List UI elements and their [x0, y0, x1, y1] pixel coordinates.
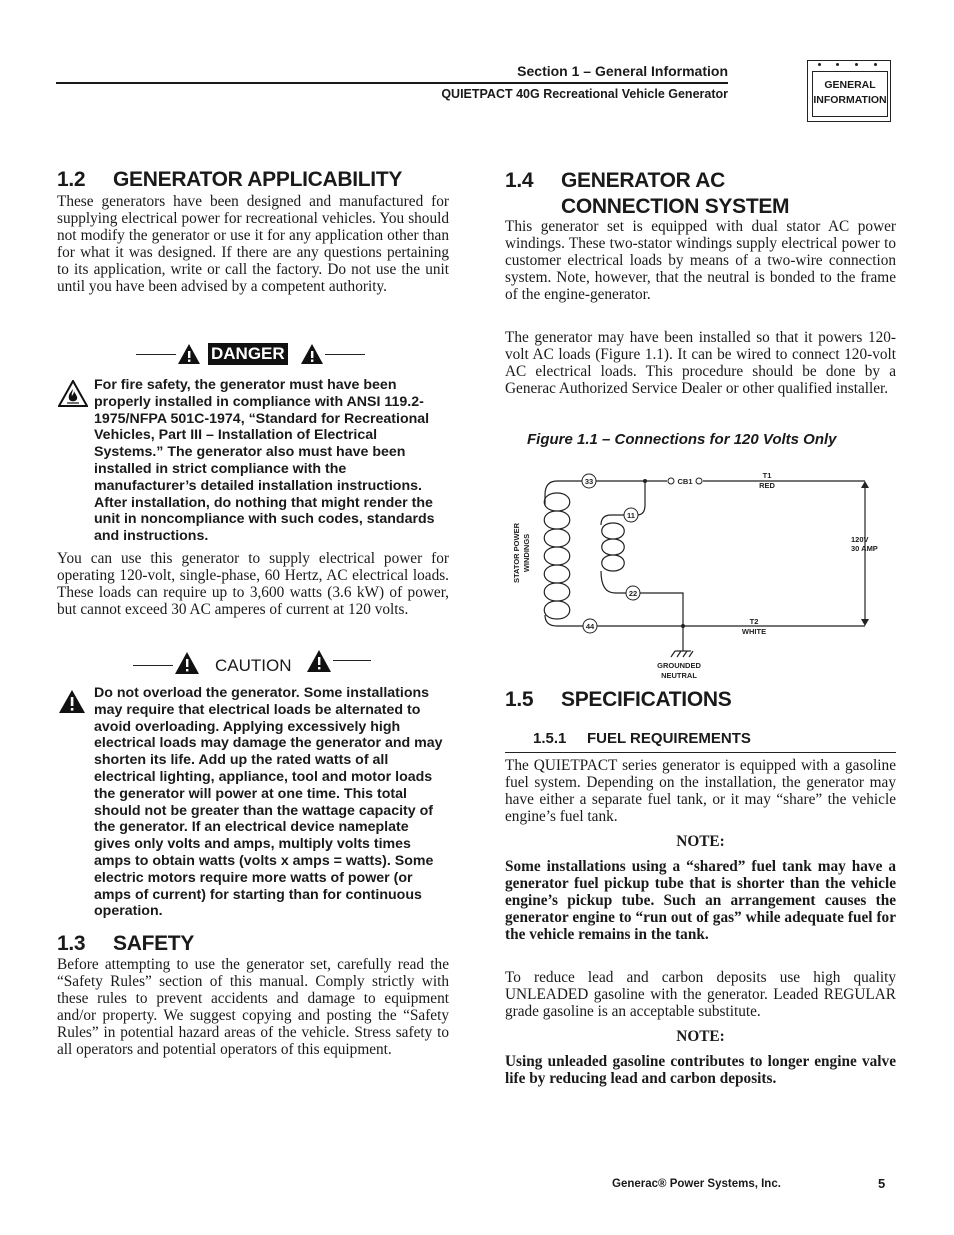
heading-number: 1.5: [505, 688, 534, 711]
header-section-title: Section 1 – General Information: [517, 63, 728, 79]
heading-title: SAFETY: [113, 932, 195, 955]
warning-triangle-icon: [300, 343, 324, 365]
section-tab: [812, 71, 888, 117]
wire-outer: [545, 481, 583, 505]
label-44: 44: [585, 622, 595, 631]
heading-title: SPECIFICATIONS: [561, 688, 732, 711]
danger-label: DANGER: [208, 343, 288, 365]
label-red: RED: [759, 481, 775, 490]
label-22: 22: [628, 589, 638, 598]
caution-rule-right: [333, 660, 371, 661]
label-11: 11: [627, 511, 635, 520]
tab-dot: [855, 63, 858, 66]
label-white: WHITE: [741, 627, 767, 636]
subheading-number: 1.5.1: [533, 730, 567, 747]
danger-rule-right: [325, 354, 365, 355]
danger-text: For fire safety, the generator must have been properly installed in compliance with ANSI 119.2-1975/NFPA 501C-1974, “Standard for Recreational Vehicles, Part III – Installation of Electrical Systems.” The generator also must have been installed in strict compliance with the manufacturer’s detailed installation instructions. After installation, do nothing that might render the unit in noncompliance with such codes, standards and instructions.: [94, 377, 435, 545]
safety-paragraph: Before attempting to use the generator set, carefully read the “Safety Rules” section of this manual. Comply strictly with these rules to prevent accidents and damage to equipment and/or property. We suggest copying and posting the “Safety Rules” in potential hazard areas of the vehicle. Stress safety to all operators and potential operators of this equipment.: [57, 956, 449, 1058]
label-neutral: NEUTRAL: [661, 671, 697, 680]
wiring-diagram: [505, 465, 900, 687]
note-text: Using unleaded gasoline contributes to longer engine valve life by reducing lead and carbon deposits.: [505, 1053, 896, 1087]
cb1-contact: [696, 478, 702, 484]
caution-text: Do not overload the generator. Some installations may require that electrical loads be alternated to avoid overloading. Applying excessively high electrical loads may damage the generator and may shorten its life. Add up the rated watts of all electrical lighting, appliance, tool and motor loads the generator will power at one time. This total should not be greater than the wattage capacity of the generator. If an electrical device nameplate gives only volts and amps, multiply volts times amps to obtain watts (volts x amps = watts). Some electric motors require more watts of power (or amps of current) for starting than for continuous operation.: [94, 685, 443, 920]
heading-number: 1.3: [57, 932, 86, 955]
fuel-paragraph-2: To reduce lead and carbon deposits use high quality UNLEADED gasoline with the generator. Leaded REGULAR grade gasoline is an acceptable substitute.: [505, 969, 896, 1020]
fuel-paragraph-1: The QUIETPACT series generator is equipped with a gasoline fuel system. Depending on the installation, the generator may have either a separate fuel tank, or it may “share” the vehicle engine’s fuel tank.: [505, 757, 896, 825]
label-stator-1: STATOR POWER: [512, 523, 521, 583]
heading-1-5: [505, 688, 731, 712]
fire-hazard-icon: [58, 380, 88, 407]
subheading-rule: [505, 752, 896, 753]
usage-paragraph: You can use this generator to supply electrical power for operating 120-volt, single-phase, 60 Hertz, AC electrical loads. These loads can require up to 3,600 watts (3.6 kW) of power, but cannot exceed 30 AC amperes of current at 120 volts.: [57, 550, 449, 618]
header-rule: [56, 82, 728, 84]
figure-caption: Figure 1.1 – Connections for 120 Volts Only: [527, 431, 837, 448]
tab-dot: [874, 63, 877, 66]
heading-title-line1: GENERATOR AC: [561, 169, 726, 192]
inner-coil: [602, 523, 625, 571]
label-t1: T1: [762, 471, 772, 480]
label-33: 33: [584, 477, 594, 486]
wire-22: [601, 571, 626, 593]
wire-outer-bottom: [545, 615, 583, 626]
heading-number: 1.2: [57, 168, 86, 191]
applicability-paragraph: These generators have been designed and manufactured for supplying electrical power for recreational vehicles. You should not modify the generator or use it for any application other than for what it was designed. If there are any questions pertaining to its application, write or call the factory. Do not use the unit until you have been advised by a competent authority.: [57, 193, 449, 295]
heading-title-line2: CONNECTION SYSTEM: [561, 195, 790, 218]
tab-dot: [836, 63, 839, 66]
label-grounded: GROUNDED: [657, 661, 701, 670]
subheading-title: FUEL REQUIREMENTS: [587, 730, 751, 747]
warning-triangle-icon: [177, 343, 201, 365]
header-subtitle: QUIETPACT 40G Recreational Vehicle Generator: [441, 87, 728, 101]
outer-coil: [544, 493, 570, 619]
heading-1-2: [57, 168, 402, 192]
danger-rule-left: [136, 354, 176, 355]
cb1-contact: [668, 478, 674, 484]
heading-title: GENERATOR APPLICABILITY: [113, 168, 403, 191]
warning-triangle-icon: [58, 689, 86, 714]
label-t2: T2: [749, 617, 759, 626]
tab-dot: [818, 63, 821, 66]
warning-triangle-icon: [174, 651, 200, 675]
label-cb1: CB1: [677, 477, 693, 486]
heading-number: 1.4: [505, 169, 534, 192]
warning-triangle-icon: [306, 649, 332, 673]
label-120v: 120V: [851, 535, 869, 544]
label-stator-2: WINDINGS: [522, 533, 531, 573]
note-label: NOTE:: [676, 833, 725, 850]
tab-label-line2: INFORMATION: [813, 94, 887, 106]
heading-1-3: [57, 932, 194, 956]
heading-1-5-1: [533, 730, 751, 747]
tab-label-line1: GENERAL: [824, 79, 876, 91]
label-30amp: 30 AMP: [851, 544, 878, 553]
note-text: Some installations using a “shared” fuel tank may have a generator fuel pickup tube that is shorter than the vehicle engine’s pickup tube. Such an arrangement causes the generator engine to “run out of gas” while adequate fuel for the vehicle remains in the tank.: [505, 858, 896, 943]
caution-rule-left: [133, 665, 173, 666]
caution-label: CAUTION: [215, 656, 292, 675]
connection-paragraph-2: The generator may have been installed so that it powers 120-volt AC loads (Figure 1.1). It can be wired to connect 120-volt AC electrical loads. This procedure should be done by a Generac Authorized Service Dealer or other qualified installer.: [505, 329, 896, 397]
connection-paragraph-1: This generator set is equipped with dual stator AC power windings. These two-stator windings supply electrical power to customer electrical loads by means of a two-wire connection system. Note, however, that the neutral is bonded to the frame of the engine-generator.: [505, 218, 896, 303]
page-number: 5: [878, 1176, 886, 1191]
note-label: NOTE:: [676, 1028, 725, 1045]
heading-1-4: [505, 168, 789, 220]
footer-company: Generac® Power Systems, Inc.: [612, 1178, 781, 1190]
